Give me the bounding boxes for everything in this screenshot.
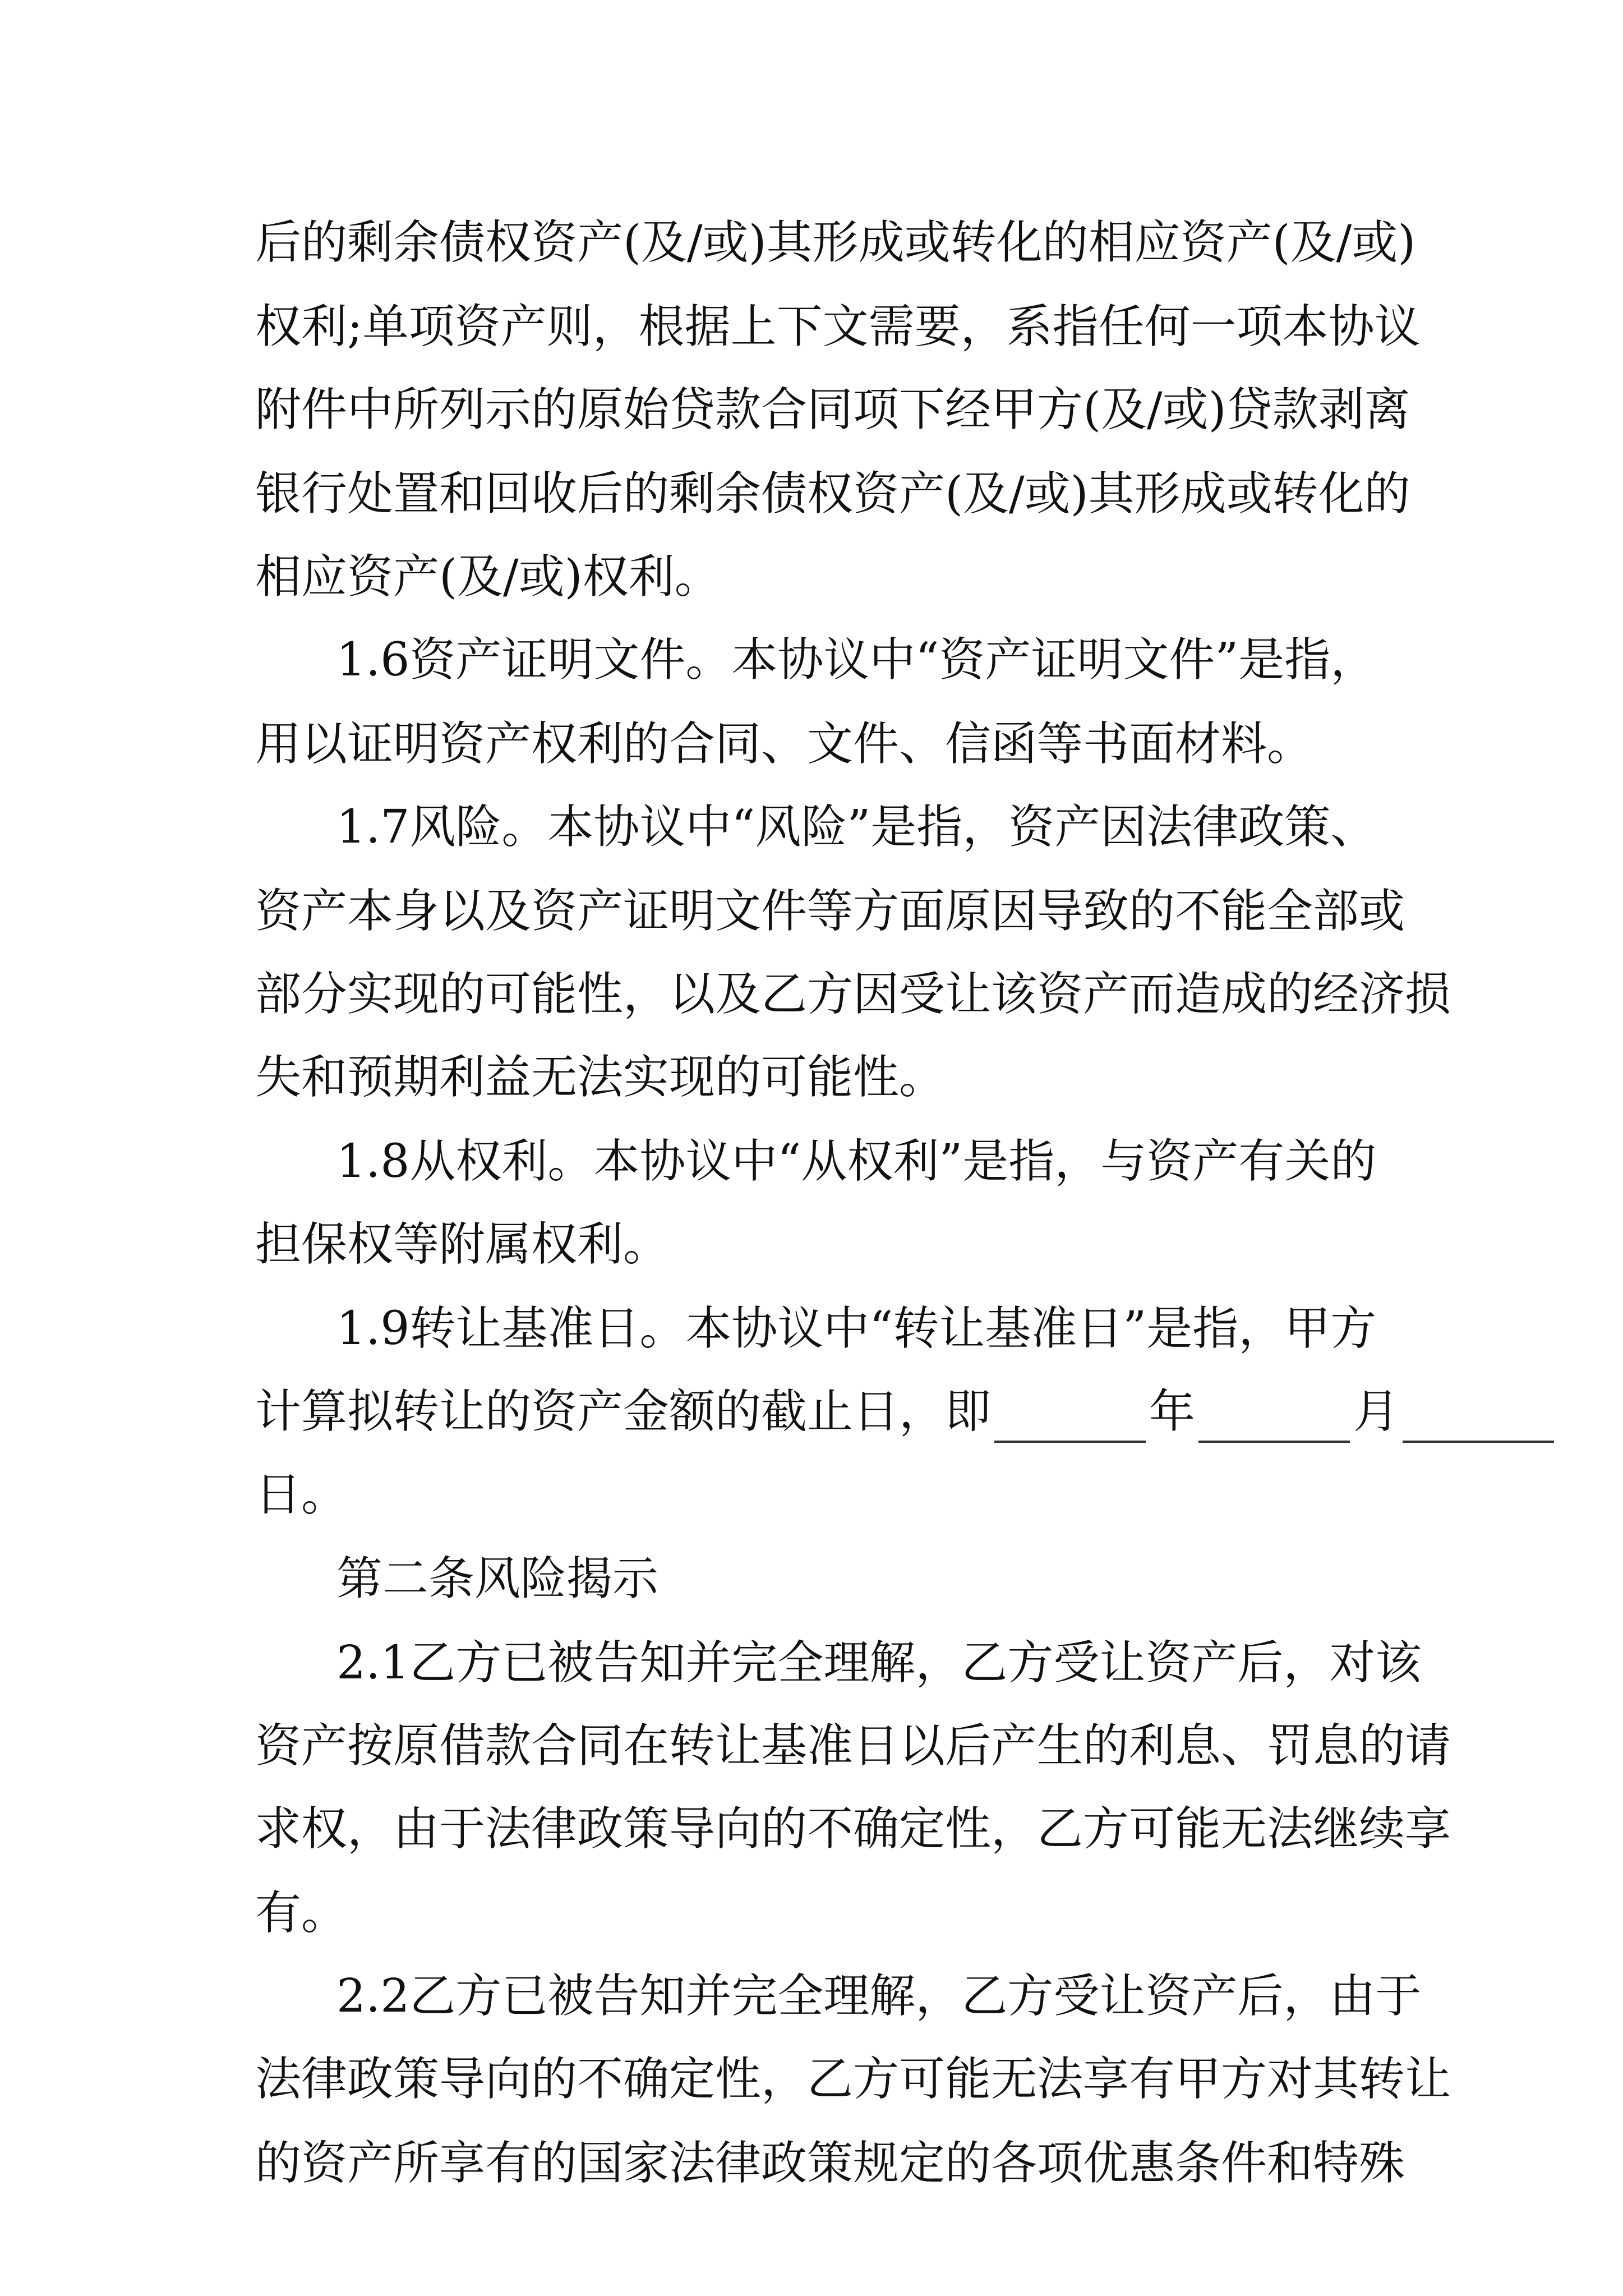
paragraph-line: 后的剩余债权资产(及/或)其形成或转化的相应资产(及/或) <box>255 216 1416 269</box>
paragraph-line: 资产本身以及资产证明文件等方面原因导致的不能全部或 <box>255 885 1405 938</box>
paragraph-line: 法律政策导向的不确定性，乙方可能无法享有甲方对其转让 <box>255 2053 1451 2106</box>
clause-2-1-heading: 2.1乙方已被告知并完全理解，乙方受让资产后，对该 <box>336 1636 1422 1690</box>
paragraph-line: 担保权等附属权利。 <box>255 1218 670 1271</box>
paragraph-line: 有。 <box>255 1887 348 1940</box>
date-fill-line <box>255 1381 1557 1443</box>
paragraph-line: 部分实现的可能性，以及乙方因受让该资产而造成的经济损 <box>255 968 1451 1021</box>
year-label: 年 <box>1149 1385 1196 1438</box>
paragraph-line: 求权，由于法律政策导向的不确定性，乙方可能无法继续享 <box>255 1802 1451 1856</box>
day-blank[interactable] <box>1403 1401 1554 1443</box>
paragraph-line: 附件中所列示的原始贷款合同项下经甲方(及/或)贷款剥离 <box>255 383 1410 436</box>
clause-1-6-heading: 1.6资产证明文件。本协议中“资产证明文件”是指， <box>336 633 1377 687</box>
paragraph-line: 的资产所享有的国家法律政策规定的各项优惠条件和特殊 <box>255 2137 1405 2190</box>
clause-1-9-heading: 1.9转让基准日。本协议中“转让基准日”是指，甲方 <box>336 1302 1377 1355</box>
clause-1-8-heading: 1.8从权利。本协议中“从权利”是指，与资产有关的 <box>336 1135 1377 1188</box>
month-blank[interactable] <box>1198 1401 1350 1443</box>
article-2-heading: 第二条风险揭示 <box>336 1552 659 1605</box>
clause-2-2-heading: 2.2乙方已被告知并完全理解，乙方受让资产后，由于 <box>336 1970 1422 2023</box>
year-blank[interactable] <box>994 1401 1146 1443</box>
paragraph-line: 用以证明资产权利的合同、文件、信函等书面材料。 <box>255 717 1313 771</box>
paragraph-line: 权利;单项资产则，根据上下文需要，系指任何一项本协议 <box>255 300 1421 353</box>
month-label: 月 <box>1353 1385 1400 1438</box>
day-label: 日。 <box>255 1468 348 1521</box>
clause-1-7-heading: 1.7风险。本协议中“风险”是指，资产因法律政策、 <box>336 800 1377 854</box>
paragraph-line: 资产按原借款合同在转让基准日以后产生的利息、罚息的请 <box>255 1719 1451 1773</box>
date-line-text: 计算拟转让的资产金额的截止日，即 <box>255 1385 992 1438</box>
paragraph-line: 银行处置和回收后的剩余债权资产(及/或)其形成或转化的 <box>255 467 1410 521</box>
paragraph-line: 相应资产(及/或)权利。 <box>255 550 721 604</box>
paragraph-line: 失和预期利益无法实现的可能性。 <box>255 1051 946 1104</box>
